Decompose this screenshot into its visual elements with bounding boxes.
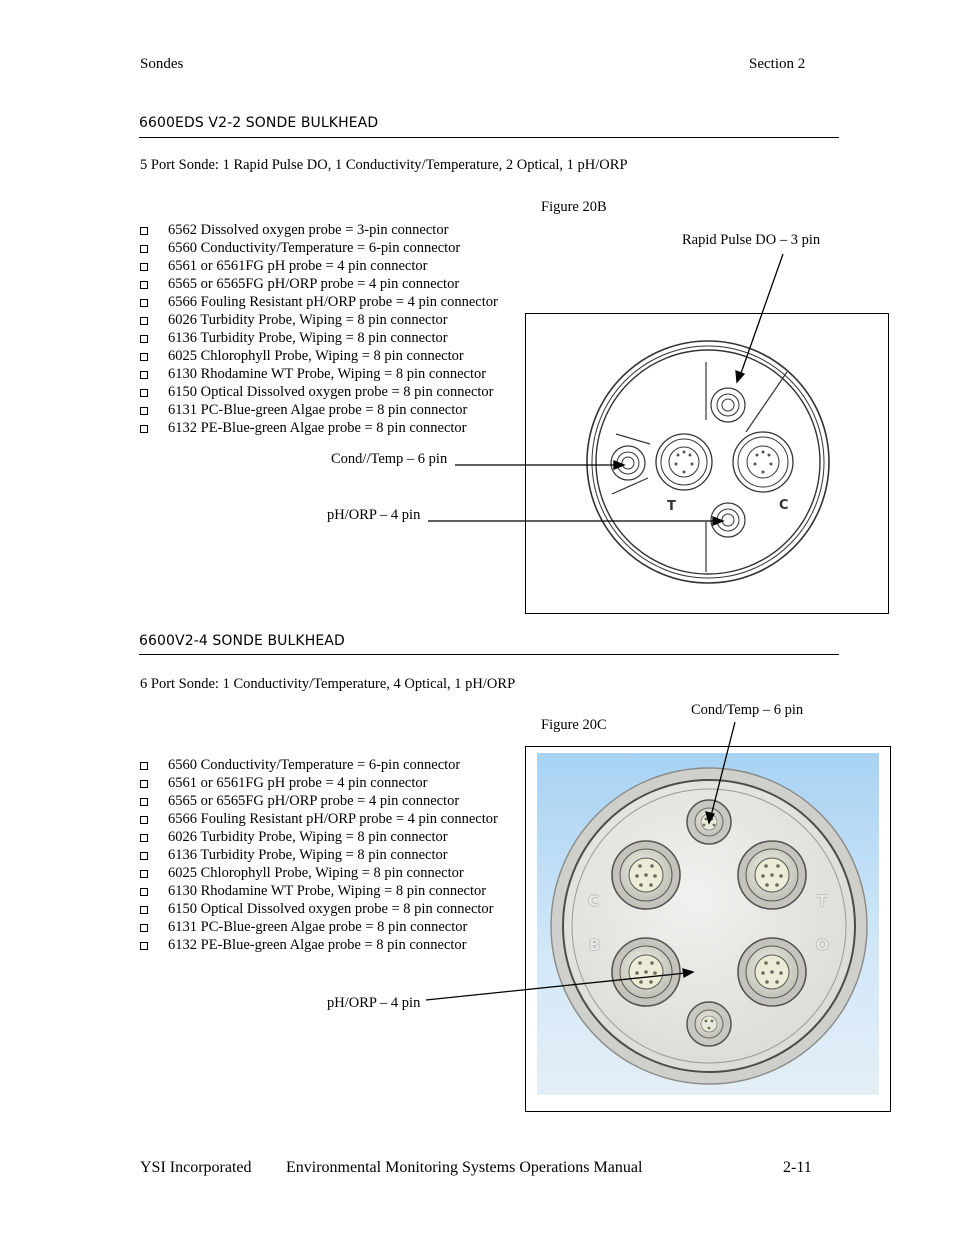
section-description: 6 Port Sonde: 1 Conductivity/Temperature, 4 Optical, 1 pH/ORP bbox=[140, 676, 516, 692]
list-item: 6561 or 6561FG pH probe = 4 pin connector bbox=[139, 257, 498, 275]
list-item: 6026 Turbidity Probe, Wiping = 8 pin connector bbox=[139, 311, 498, 329]
list-item: 6560 Conductivity/Temperature = 6-pin connector bbox=[139, 756, 498, 774]
running-header-left: Sondes bbox=[140, 56, 184, 72]
list-item: 6132 PE-Blue-green Algae probe = 8 pin connector bbox=[139, 936, 498, 954]
port-letter-t: T bbox=[667, 499, 676, 514]
port-letter-t: T bbox=[817, 892, 828, 910]
footer-manual-title: Environmental Monitoring Systems Operations Manual bbox=[286, 1159, 643, 1176]
list-item: 6562 Dissolved oxygen probe = 3-pin connector bbox=[139, 221, 498, 239]
list-item: 6130 Rhodamine WT Probe, Wiping = 8 pin connector bbox=[139, 365, 498, 383]
callout-cond-temp: Cond//Temp – 6 pin bbox=[331, 451, 448, 467]
list-item: 6136 Turbidity Probe, Wiping = 8 pin connector bbox=[139, 846, 498, 864]
callout-rapid-pulse-do: Rapid Pulse DO – 3 pin bbox=[682, 232, 821, 248]
list-item: 6150 Optical Dissolved oxygen probe = 8 pin connector bbox=[139, 383, 498, 401]
callout-ph-orp: pH/ORP – 4 pin bbox=[327, 507, 421, 523]
footer-company: YSI Incorporated bbox=[140, 1159, 252, 1176]
callout-cond-temp: Cond/Temp – 6 pin bbox=[691, 702, 804, 718]
list-item: 6136 Turbidity Probe, Wiping = 8 pin connector bbox=[139, 329, 498, 347]
list-item: 6560 Conductivity/Temperature = 6-pin connector bbox=[139, 239, 498, 257]
list-item: 6566 Fouling Resistant pH/ORP probe = 4 pin connector bbox=[139, 810, 498, 828]
section-title-6600v2-4: 6600V2-4 SONDE BULKHEAD bbox=[139, 633, 345, 649]
port-letter-b: B bbox=[589, 936, 601, 954]
list-item: 6561 or 6561FG pH probe = 4 pin connector bbox=[139, 774, 498, 792]
list-item: 6025 Chlorophyll Probe, Wiping = 8 pin connector bbox=[139, 347, 498, 365]
list-item: 6566 Fouling Resistant pH/ORP probe = 4 pin connector bbox=[139, 293, 498, 311]
list-item: 6565 or 6565FG pH/ORP probe = 4 pin connector bbox=[139, 792, 498, 810]
footer-page-number: 2-11 bbox=[783, 1159, 812, 1176]
running-header-right: Section 2 bbox=[749, 56, 806, 72]
list-item: 6131 PC-Blue-green Algae probe = 8 pin connector bbox=[139, 918, 498, 936]
list-item: 6131 PC-Blue-green Algae probe = 8 pin connector bbox=[139, 401, 498, 419]
figure-label: Figure 20C bbox=[541, 717, 607, 733]
figure-label: Figure 20B bbox=[541, 199, 607, 215]
list-item: 6132 PE-Blue-green Algae probe = 8 pin connector bbox=[139, 419, 498, 437]
section-title-6600eds: 6600EDS V2-2 SONDE BULKHEAD bbox=[139, 115, 379, 131]
callout-ph-orp: pH/ORP – 4 pin bbox=[327, 995, 421, 1011]
list-item: 6026 Turbidity Probe, Wiping = 8 pin connector bbox=[139, 828, 498, 846]
list-item: 6130 Rhodamine WT Probe, Wiping = 8 pin connector bbox=[139, 882, 498, 900]
port-letter-c: C bbox=[588, 892, 600, 910]
section-description: 5 Port Sonde: 1 Rapid Pulse DO, 1 Conductivity/Temperature, 2 Optical, 1 pH/ORP bbox=[140, 157, 628, 173]
list-item: 6025 Chlorophyll Probe, Wiping = 8 pin connector bbox=[139, 864, 498, 882]
list-item: 6565 or 6565FG pH/ORP probe = 4 pin connector bbox=[139, 275, 498, 293]
list-item: 6150 Optical Dissolved oxygen probe = 8 pin connector bbox=[139, 900, 498, 918]
port-letter-o: O bbox=[816, 936, 829, 954]
port-letter-c: C bbox=[779, 498, 789, 513]
